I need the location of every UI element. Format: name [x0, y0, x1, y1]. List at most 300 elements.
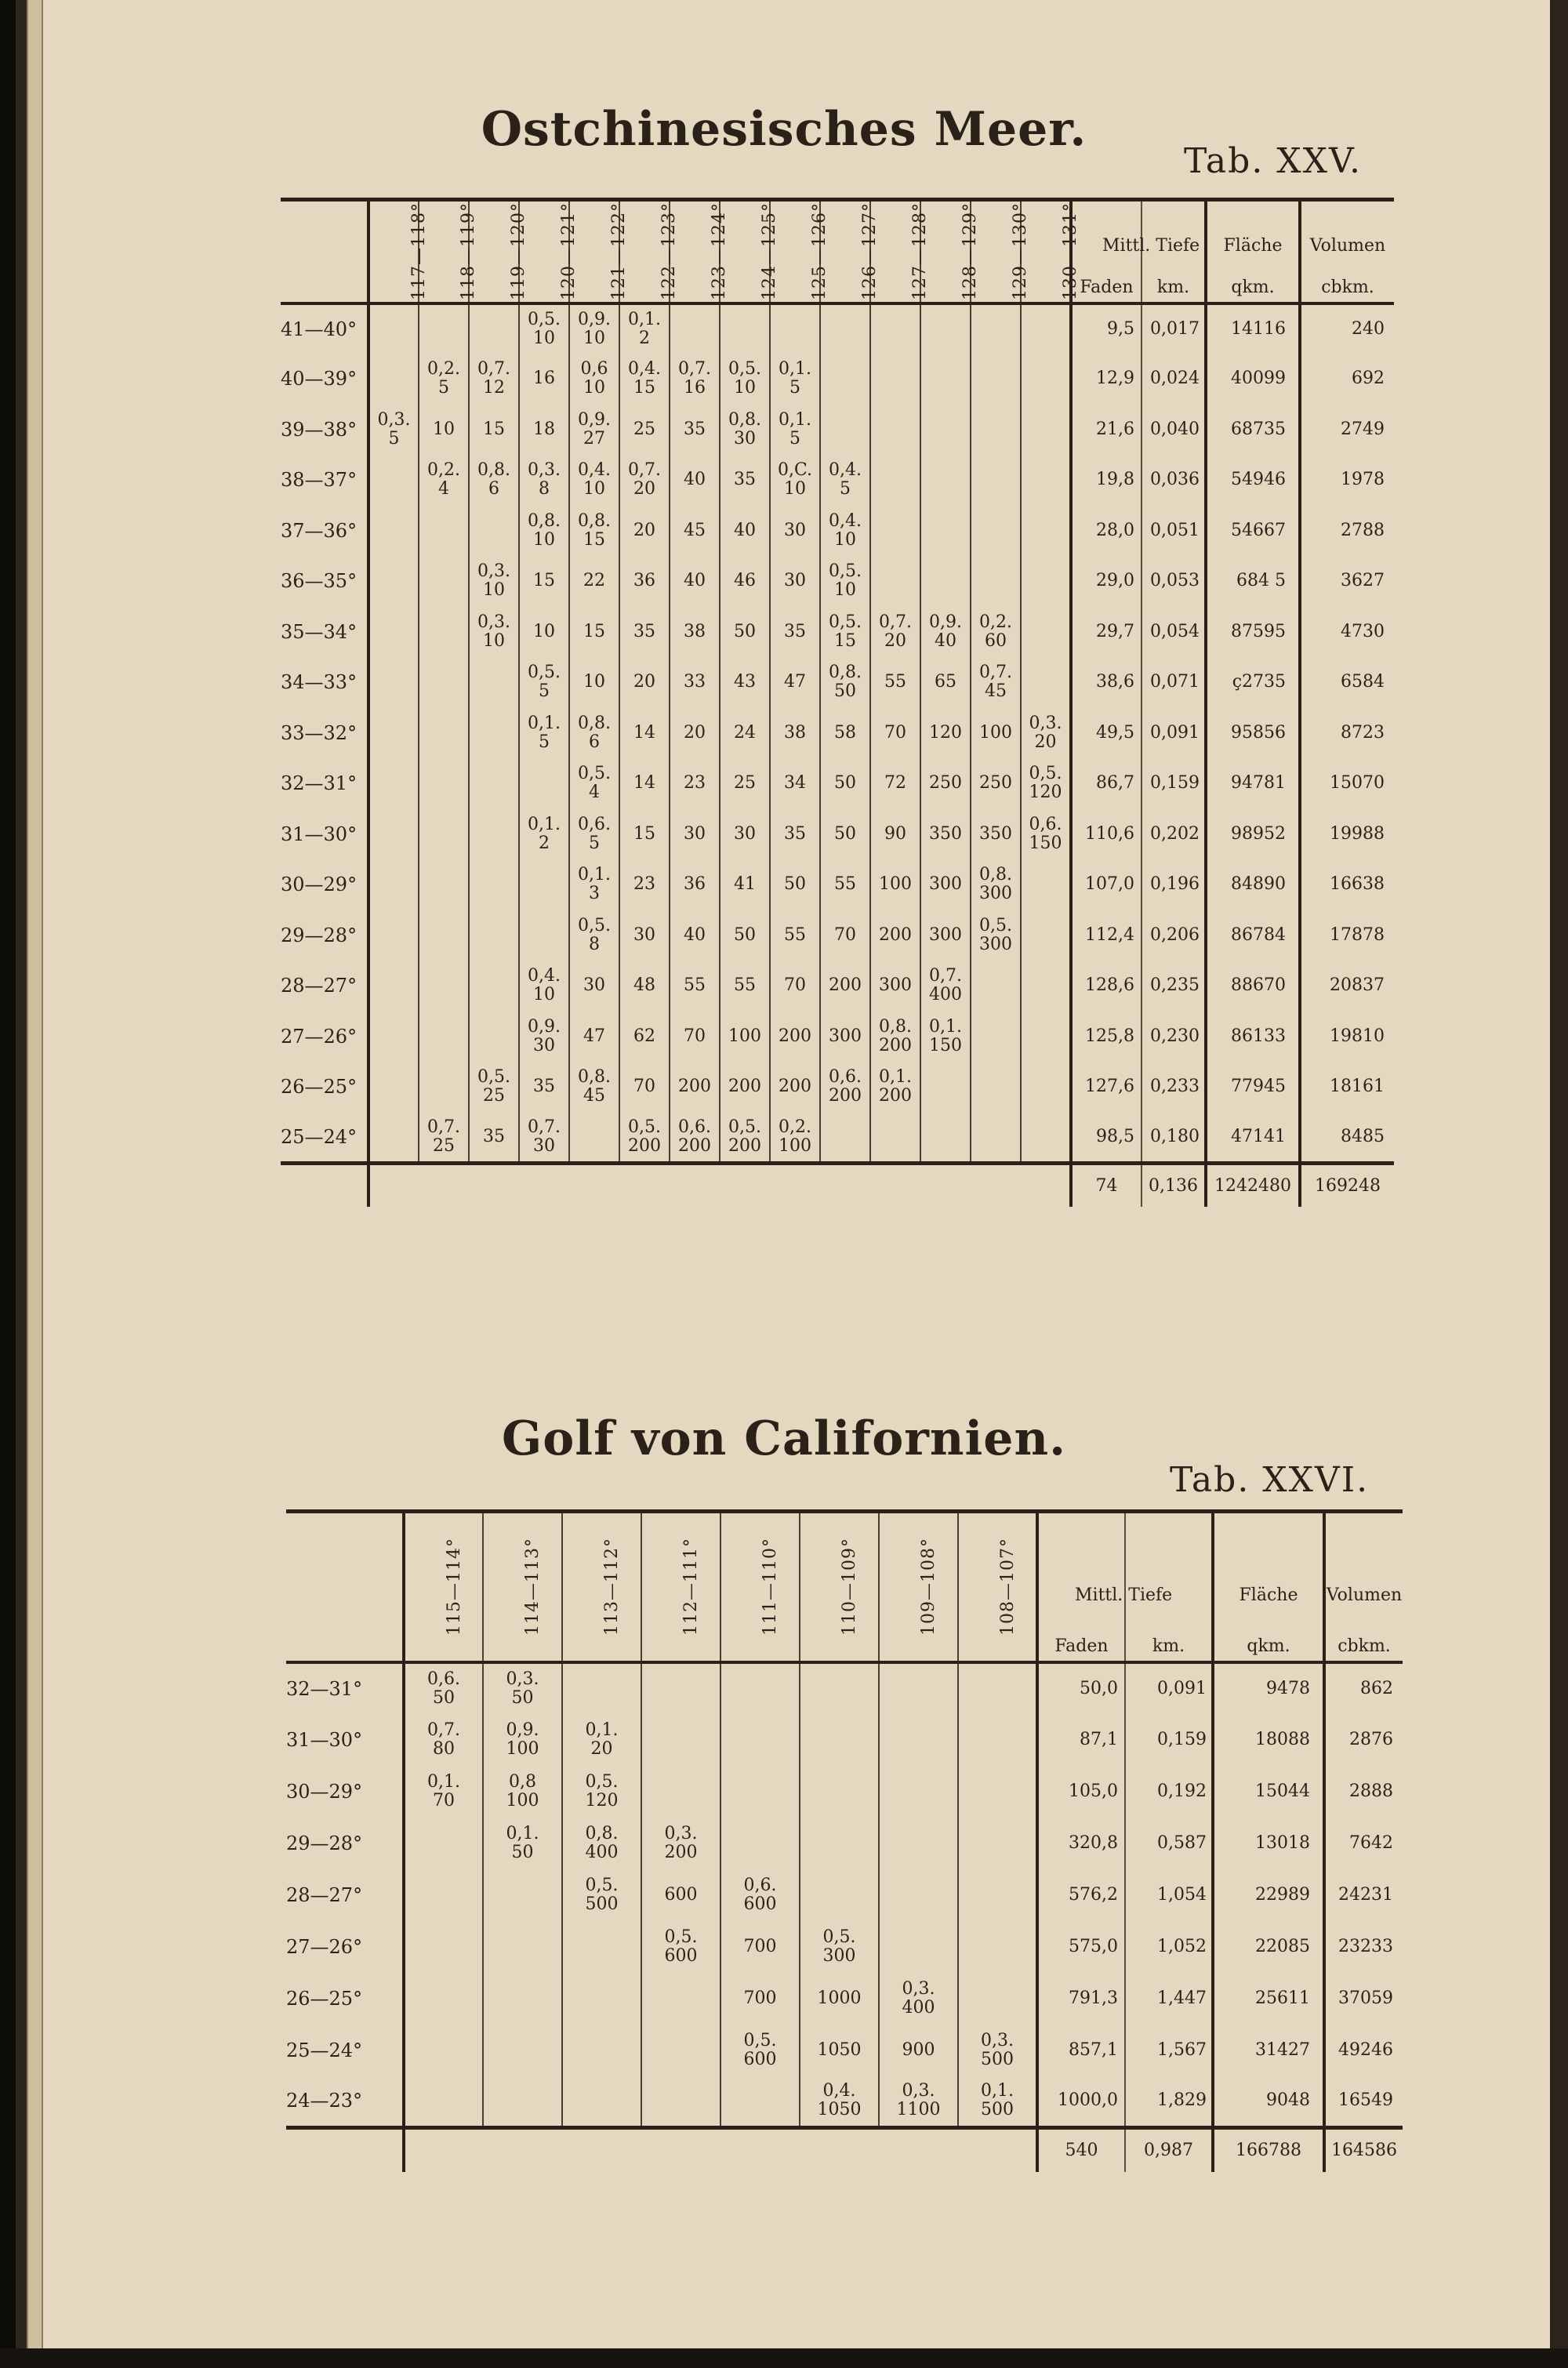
depth-cell: [820, 961, 870, 1011]
depth-value: 0,5. 15: [829, 612, 862, 651]
table-row: [281, 1011, 1394, 1062]
depth-value: 350: [979, 823, 1012, 844]
depth-cell: [770, 405, 820, 456]
depth-cell: [619, 556, 670, 607]
depth-value: 34: [784, 773, 806, 794]
depth-value: 0,6. 5: [578, 814, 611, 853]
depth-value: 0,4. 10: [528, 966, 561, 1005]
area-qkm: 40099: [1206, 354, 1300, 405]
mean-depth-km: 0,053: [1142, 556, 1206, 607]
depth-cell: [1021, 1113, 1071, 1164]
depth-cell: [800, 2076, 879, 2128]
depth-cell: [920, 961, 971, 1011]
depth-cell: [419, 1062, 469, 1113]
depth-value: 0,1. 70: [427, 1771, 460, 1811]
depth-cell: [1021, 1062, 1071, 1113]
right-dark-edge: [1550, 0, 1568, 2368]
depth-cell: [641, 2025, 720, 2076]
depth-cell: [720, 1113, 770, 1164]
depth-value: 0,8. 6: [477, 460, 510, 499]
depth-value: 0,3. 20: [1029, 713, 1062, 752]
depth-value: 0,3. 10: [477, 612, 510, 651]
volume-cbkm: 7642: [1324, 1818, 1403, 1869]
depth-cell: [971, 859, 1021, 910]
depth-cell: [469, 809, 519, 860]
depth-cell: [971, 303, 1021, 354]
depth-cell: [800, 1714, 879, 1766]
lon-header-label: 115—114°: [444, 1538, 464, 1636]
depth-cell: [971, 657, 1021, 708]
depth-value: 55: [884, 672, 906, 692]
area-qkm: 54667: [1206, 506, 1300, 557]
faden-unit-label: Faden: [1054, 1636, 1109, 1656]
volume-cbkm: 6584: [1300, 657, 1394, 708]
lon-header-label: 128—129°: [960, 202, 980, 301]
depth-cell: [670, 859, 720, 910]
depth-value: 0,9. 27: [578, 409, 611, 449]
depth-cell: [419, 556, 469, 607]
mean-depth-faden: 49,5: [1071, 708, 1142, 759]
depth-cell: [670, 556, 720, 607]
depth-cell: [920, 910, 971, 961]
depth-value: 24: [734, 722, 756, 743]
depth-cell: [879, 1662, 958, 1714]
depth-value: 22: [583, 571, 605, 591]
depth-cell: [519, 1011, 569, 1062]
area-qkm: ç2735: [1206, 657, 1300, 708]
depth-cell: [368, 758, 419, 809]
mean-depth-faden: 28,0: [1071, 506, 1142, 557]
depth-value: 58: [834, 722, 856, 743]
table-row: [281, 809, 1394, 860]
mean-depth-km: 1,567: [1125, 2025, 1213, 2076]
depth-cell: [519, 859, 569, 910]
lat-label: 28—27°: [281, 975, 358, 997]
depth-cell: [1021, 506, 1071, 557]
depth-cell: [569, 809, 619, 860]
depth-cell: [820, 1011, 870, 1062]
depth-cell: [820, 758, 870, 809]
depth-value: 50: [834, 823, 856, 844]
table-row: [281, 1113, 1394, 1164]
depth-value: 35: [483, 1126, 505, 1146]
depth-cell: [971, 1011, 1021, 1062]
cbkm-unit-label: cbkm.: [1321, 277, 1374, 297]
depth-cell: [720, 961, 770, 1011]
depth-value: 200: [879, 924, 912, 945]
depth-value: 0,7. 45: [979, 663, 1012, 702]
depth-value: 0,5. 8: [578, 915, 611, 954]
flaeche-header: [1213, 1512, 1324, 1662]
depth-value: 47: [583, 1026, 605, 1046]
depth-cell: [820, 455, 870, 506]
depth-value: 0,1. 50: [506, 1823, 539, 1862]
lat-label: 32—31°: [281, 772, 358, 795]
depth-cell: [800, 2025, 879, 2076]
mean-depth-km: 0,196: [1142, 859, 1206, 910]
depth-cell: [619, 708, 670, 759]
mean-depth-faden: 87,1: [1037, 1714, 1125, 1766]
depth-cell: [619, 405, 670, 456]
depth-cell: [483, 1869, 562, 1921]
depth-cell: [670, 961, 720, 1011]
mean-depth-faden: 576,2: [1037, 1869, 1125, 1921]
area-qkm: 94781: [1206, 758, 1300, 809]
depth-value: 0,2. 60: [979, 612, 1012, 651]
table-row: [281, 1062, 1394, 1113]
depth-cell: [800, 1766, 879, 1818]
depth-cell: [870, 910, 920, 961]
mean-depth-km: 0,159: [1125, 1714, 1213, 1766]
depth-cell: [641, 1662, 720, 1714]
depth-cell: [770, 758, 820, 809]
depth-value: 41: [734, 874, 756, 895]
depth-cell: [920, 859, 971, 910]
area-qkm: 14116: [1206, 303, 1300, 354]
volume-cbkm: 19810: [1300, 1011, 1394, 1062]
depth-value: 0,5. 5: [528, 663, 561, 702]
depth-cell: [670, 657, 720, 708]
mean-depth-km: 0,091: [1142, 708, 1206, 759]
depth-cell: [469, 708, 519, 759]
depth-cell: [920, 354, 971, 405]
depth-value: 100: [879, 874, 912, 895]
mean-depth-faden: 112,4: [1071, 910, 1142, 961]
depth-value: 15: [583, 621, 605, 641]
depth-value: 0,6. 150: [1029, 814, 1062, 853]
volume-cbkm: 8723: [1300, 708, 1394, 759]
lon-header-6: [879, 1512, 958, 1662]
depth-value: 0,1. 2: [528, 814, 561, 853]
depth-value: 0,5. 200: [628, 1117, 661, 1156]
mean-depth-faden: 38,6: [1071, 657, 1142, 708]
lon-header-label: 122—123°: [659, 202, 679, 301]
depth-cell: [870, 657, 920, 708]
area-qkm: 87595: [1206, 607, 1300, 658]
depth-value: 0,6. 200: [829, 1067, 862, 1106]
depth-value: 0,1. 3: [578, 865, 611, 904]
depth-cell: [368, 607, 419, 658]
depth-cell: [569, 961, 619, 1011]
depth-cell: [870, 354, 920, 405]
depth-cell: [469, 1011, 519, 1062]
volume-cbkm: 17878: [1300, 910, 1394, 961]
depth-value: 10: [583, 672, 605, 692]
depth-cell: [820, 809, 870, 860]
depth-value: 30: [784, 571, 806, 591]
depth-value: 100: [979, 722, 1012, 743]
depth-cell: [368, 910, 419, 961]
depth-value: 0,5. 600: [664, 1927, 698, 1966]
depth-value: 0,5. 10: [528, 309, 561, 348]
depth-value: 0,4. 1050: [817, 2081, 862, 2120]
depth-cell: [368, 354, 419, 405]
mean-depth-km: 0,071: [1142, 657, 1206, 708]
table-row: [281, 354, 1394, 405]
depth-cell: [619, 455, 670, 506]
lat-header-cell: [286, 1512, 404, 1662]
area-qkm: 684 5: [1206, 556, 1300, 607]
depth-cell: [569, 455, 619, 506]
area-qkm: 9048: [1213, 2076, 1324, 2128]
depth-cell: [720, 2076, 800, 2128]
area-qkm: 18088: [1213, 1714, 1324, 1766]
depth-cell: [720, 2025, 800, 2076]
totals-spacer: [404, 2128, 1037, 2172]
depth-value: 0,8 100: [506, 1771, 539, 1811]
depth-value: 0,5. 200: [728, 1117, 761, 1156]
depth-value: 35: [784, 823, 806, 844]
depth-cell: [469, 506, 519, 557]
depth-cell: [971, 961, 1021, 1011]
depth-value: 0,1. 200: [879, 1067, 912, 1106]
volumen-header: [1300, 200, 1394, 303]
volumen-label: Volumen: [1309, 235, 1386, 256]
depth-cell: [469, 405, 519, 456]
volume-cbkm: 49246: [1324, 2025, 1403, 2076]
km-unit-label: km.: [1152, 1636, 1185, 1656]
mean-depth-faden: 127,6: [1071, 1062, 1142, 1113]
depth-cell: [720, 303, 770, 354]
table1-ostchinesisches-meer: [281, 198, 1394, 1207]
lon-header-label: 109—108°: [918, 1538, 938, 1636]
totals-row: [286, 2128, 1403, 2172]
depth-cell: [1021, 354, 1071, 405]
depth-value: 25: [734, 773, 756, 794]
depth-cell: [770, 303, 820, 354]
depth-cell: [670, 1062, 720, 1113]
depth-cell: [368, 809, 419, 860]
depth-cell: [619, 961, 670, 1011]
lon-header-label: 110—109°: [839, 1538, 859, 1636]
depth-cell: [820, 607, 870, 658]
mean-depth-faden: 21,6: [1071, 405, 1142, 456]
depth-value: 0,1. 5: [779, 359, 811, 398]
table-row: [281, 859, 1394, 910]
depth-cell: [870, 556, 920, 607]
depth-cell: [879, 1973, 958, 2025]
depth-value: 40: [734, 520, 756, 540]
depth-cell: [562, 1869, 641, 1921]
depth-value: 72: [884, 773, 906, 794]
depth-cell: [720, 708, 770, 759]
depth-value: 200: [779, 1026, 811, 1046]
depth-cell: [770, 961, 820, 1011]
depth-cell: [404, 1921, 483, 1973]
lon-header-label: 114—113°: [522, 1538, 543, 1636]
depth-cell: [770, 859, 820, 910]
volume-cbkm: 24231: [1324, 1869, 1403, 1921]
depth-cell: [720, 657, 770, 708]
depth-cell: [820, 910, 870, 961]
depth-value: 0,9. 30: [528, 1016, 561, 1055]
depth-value: 0,5. 120: [1029, 764, 1062, 803]
depth-value: 0,8. 6: [578, 713, 611, 752]
volume-cbkm: 20837: [1300, 961, 1394, 1011]
lat-label: 27—26°: [281, 1025, 358, 1048]
volume-cbkm: 8485: [1300, 1113, 1394, 1164]
depth-cell: [720, 607, 770, 658]
depth-cell: [971, 354, 1021, 405]
depth-cell: [870, 1062, 920, 1113]
totals-spacer: [368, 1163, 1071, 1207]
depth-cell: [958, 1869, 1037, 1921]
depth-value: 18: [533, 419, 555, 439]
depth-cell: [958, 1662, 1037, 1714]
depth-value: 0,4. 10: [578, 460, 611, 499]
depth-value: 0,5. 10: [829, 561, 862, 601]
depth-cell: [368, 708, 419, 759]
depth-cell: [519, 607, 569, 658]
depth-value: 30: [734, 823, 756, 844]
depth-cell: [971, 809, 1021, 860]
mean-depth-faden: 107,0: [1071, 859, 1142, 910]
depth-cell: [419, 809, 469, 860]
depth-value: 0,4. 15: [628, 359, 661, 398]
depth-cell: [879, 2076, 958, 2128]
lon-header-label: 121—122°: [608, 202, 629, 301]
volume-cbkm: 15070: [1300, 758, 1394, 809]
depth-value: 35: [734, 470, 756, 490]
depth-cell: [641, 1766, 720, 1818]
lat-label: 25—24°: [281, 1125, 358, 1148]
depth-cell: [483, 1714, 562, 1766]
depth-value: 40: [684, 571, 706, 591]
lon-header-2: [562, 1512, 641, 1662]
depth-cell: [1021, 556, 1071, 607]
depth-cell: [569, 1062, 619, 1113]
mean-depth-km: 0,233: [1142, 1062, 1206, 1113]
depth-cell: [971, 607, 1021, 658]
depth-cell: [469, 859, 519, 910]
depth-value: 0,7. 400: [929, 966, 962, 1005]
lon-header-label: 125—126°: [809, 202, 829, 301]
depth-value: 0,3. 200: [664, 1823, 698, 1862]
lat-label: 30—29°: [281, 873, 358, 896]
depth-cell: [519, 303, 569, 354]
depth-cell: [469, 455, 519, 506]
depth-cell: [519, 910, 569, 961]
depth-cell: [820, 708, 870, 759]
depth-value: 600: [664, 1884, 698, 1905]
lon-header-label: 113—112°: [601, 1538, 622, 1636]
depth-value: 0,3. 5: [377, 409, 411, 449]
table2-golf-von-californien: [286, 1509, 1403, 2172]
depth-value: 0,5. 300: [822, 1927, 856, 1966]
volume-cbkm: 23233: [1324, 1921, 1403, 1973]
depth-cell: [368, 859, 419, 910]
depth-cell: [920, 556, 971, 607]
total-volumen: 164586: [1324, 2128, 1403, 2172]
depth-value: 15: [533, 571, 555, 591]
depth-value: 35: [784, 621, 806, 641]
depth-cell: [404, 1662, 483, 1714]
depth-cell: [720, 1062, 770, 1113]
depth-cell: [519, 809, 569, 860]
depth-value: 70: [834, 924, 856, 945]
depth-cell: [419, 708, 469, 759]
lon-header-label: 129—130°: [1010, 202, 1030, 301]
depth-cell: [870, 1011, 920, 1062]
depth-cell: [404, 1818, 483, 1869]
mean-depth-km: 0,180: [1142, 1113, 1206, 1164]
lat-header-cell: [281, 200, 368, 303]
mean-depth-faden: 105,0: [1037, 1766, 1125, 1818]
depth-cell: [419, 506, 469, 557]
area-qkm: 86133: [1206, 1011, 1300, 1062]
depth-value: 43: [734, 672, 756, 692]
depth-value: 200: [728, 1077, 761, 1097]
depth-cell: [619, 354, 670, 405]
depth-value: 0,5. 4: [578, 764, 611, 803]
depth-value: 0,3. 8: [528, 460, 561, 499]
depth-cell: [519, 708, 569, 759]
depth-cell: [469, 910, 519, 961]
depth-cell: [879, 1714, 958, 1766]
lon-header-0: [404, 1512, 483, 1662]
depth-cell: [1021, 809, 1071, 860]
depth-cell: [368, 1113, 419, 1164]
depth-cell: [469, 303, 519, 354]
lon-header-label: 126—127°: [859, 202, 880, 301]
depth-value: 0,8. 200: [879, 1016, 912, 1055]
depth-cell: [720, 1818, 800, 1869]
depth-cell: [569, 758, 619, 809]
depth-cell: [720, 455, 770, 506]
depth-value: 300: [879, 975, 912, 996]
depth-value: 50: [834, 773, 856, 794]
depth-value: 30: [583, 975, 605, 996]
mean-depth-faden: 125,8: [1071, 1011, 1142, 1062]
depth-cell: [368, 405, 419, 456]
mean-depth-km: 0,202: [1142, 809, 1206, 860]
lon-header-label: 112—111°: [681, 1538, 701, 1636]
depth-cell: [971, 556, 1021, 607]
lat-label: 26—25°: [286, 1987, 363, 2010]
depth-cell: [670, 910, 720, 961]
depth-cell: [870, 455, 920, 506]
depth-cell: [483, 2025, 562, 2076]
depth-value: 0,7. 16: [678, 359, 711, 398]
mean-depth-km: 0,040: [1142, 405, 1206, 456]
depth-value: 0,7. 20: [628, 460, 661, 499]
depth-cell: [569, 1113, 619, 1164]
depth-cell: [1021, 303, 1071, 354]
depth-cell: [469, 354, 519, 405]
depth-cell: [920, 1011, 971, 1062]
depth-value: 15: [483, 419, 505, 439]
depth-cell: [870, 607, 920, 658]
depth-cell: [820, 657, 870, 708]
volumen-label: Volumen: [1326, 1585, 1403, 1605]
depth-cell: [770, 556, 820, 607]
depth-value: 50: [734, 621, 756, 641]
faden-unit-label: Faden: [1080, 277, 1134, 297]
depth-cell: [404, 2076, 483, 2128]
depth-cell: [720, 506, 770, 557]
depth-value: 55: [734, 975, 756, 996]
depth-cell: [519, 405, 569, 456]
mean-depth-km: 0,159: [1142, 758, 1206, 809]
lon-header-label: 130—131°: [1060, 202, 1080, 301]
lat-label: 40—39°: [281, 368, 358, 390]
table-row: [286, 1766, 1403, 1818]
depth-cell: [971, 910, 1021, 961]
table-row: [281, 303, 1394, 354]
depth-value: 0,8. 45: [578, 1067, 611, 1106]
depth-cell: [562, 1714, 641, 1766]
lon-header-1: [483, 1512, 562, 1662]
